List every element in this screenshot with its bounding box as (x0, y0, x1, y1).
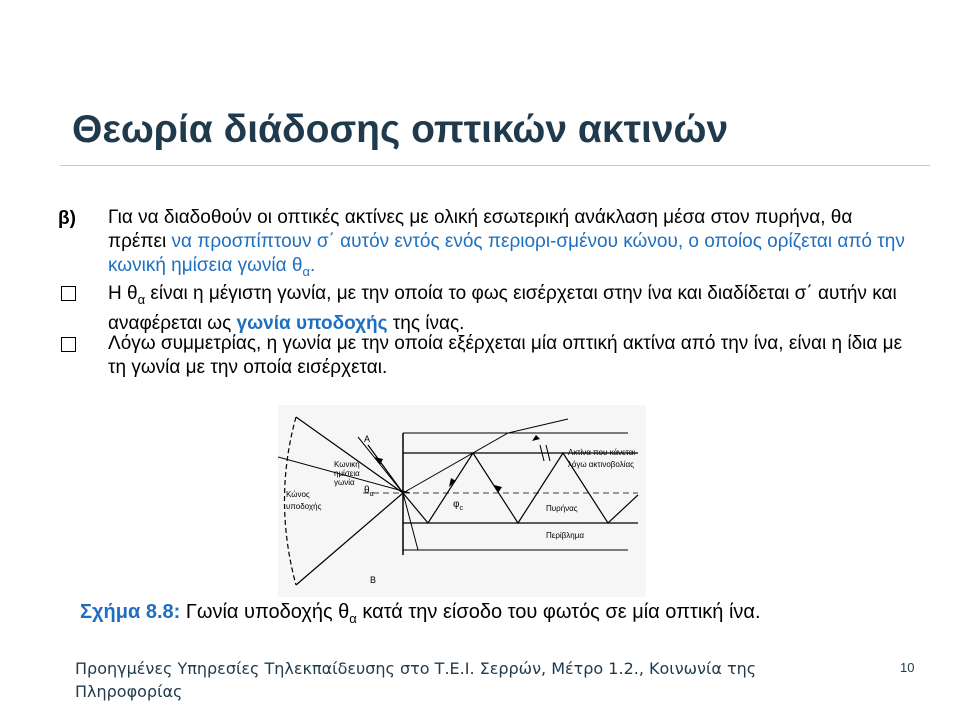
figure-caption (80, 601, 761, 626)
caption-label: Σχήμα 8.8: (80, 601, 181, 623)
cone-label-2: ημίσεια (334, 469, 360, 478)
kwnos-label-2: υποδοχής (286, 502, 322, 511)
page-number: 10 (900, 660, 915, 675)
cone-label-3: γωνία (334, 478, 355, 487)
bullet1-subscript: α (137, 291, 146, 307)
acceptance-cone-figure (278, 405, 646, 597)
intro-end: . (310, 255, 316, 276)
title-divider (60, 165, 930, 166)
bullet-paragraph-2: Λόγω συμμετρίας, η γωνία με την οποία εξέρχεται μία οπτική ακτίνα από την ίνα, είναι η ίδια με τη γωνία με την οποία εισέρχεται. (108, 333, 903, 378)
bullet-box-1 (61, 286, 76, 301)
phi-label: $\varphi_c$ (453, 499, 463, 512)
bullet1-pre: Η θ (108, 283, 138, 304)
cladding-label: Περίβλημα (546, 531, 584, 540)
slide-title: Θεωρία διάδοσης οπτικών ακτινών (72, 108, 729, 151)
footer-text: Προηγμένες Υπηρεσίες Τηλεκπαίδευσης στο Τ.Ε.Ι. Σερρών, Μέτρο 1.2., Κοινωνία της Πληροφορίας (75, 659, 757, 701)
intro-highlight-text: να προσπίπτουν σ΄ αυτόν εντός ενός περιορι-σμένου κώνου, ο οποίος ορίζεται από την κωνική ημίσεια γωνία θ (108, 231, 905, 276)
fiber-diagram (278, 405, 646, 597)
section-marker: β) (58, 208, 76, 229)
intro-plain-text: Για να διαδοθούν οι οπτικές ακτίνες με ολική εσωτερική ανάκλαση μέσα στον πυρήνα, θα πρέπει (108, 207, 853, 252)
label-B: Β (370, 575, 377, 585)
core-label: Πυρήνας (546, 504, 578, 513)
bullet1-post: της ίνας. (387, 312, 465, 334)
figure-background (278, 405, 646, 597)
leak-label-2: λόγω ακτινοβολίας (568, 460, 634, 469)
bullet-paragraph-1 (108, 282, 908, 336)
intro-paragraph (108, 206, 908, 284)
leak-label-1: Ακτίνα που κάνεται (568, 448, 636, 457)
bullet1-mid: είναι η μέγιστη γωνία, με την οποία το φως εισέρχεται στην ίνα και διαδίδεται σ΄ αυτήν και αναφέρεται ως (108, 283, 897, 334)
cone-label-1: Κωνική (334, 460, 360, 469)
label-A: Α (364, 434, 371, 444)
intro-subscript: α (302, 263, 310, 279)
checkbox-bullet-icon (61, 337, 76, 352)
caption-end: κατά την είσοδο του φωτός σε μία οπτική ίνα. (356, 601, 761, 623)
bullet1-highlight: γωνία υποδοχής (236, 312, 388, 334)
caption-subscript: α (349, 611, 357, 626)
theta-label: $\theta_\alpha$ (364, 485, 374, 498)
checkbox-bullet-icon (61, 286, 76, 301)
bullet-box-2 (61, 337, 76, 352)
caption-text: Γωνία υποδοχής θ (180, 601, 350, 623)
kwnos-label-1: Κώνος (286, 490, 310, 499)
